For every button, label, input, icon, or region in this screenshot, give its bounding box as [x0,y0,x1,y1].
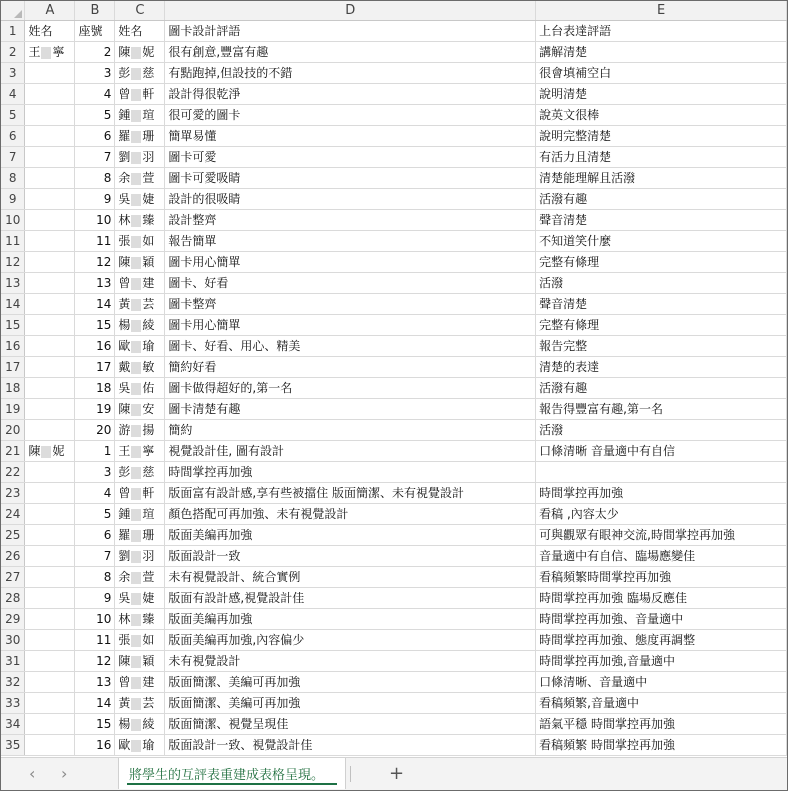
cell-c[interactable]: 余 萱 [115,567,165,588]
redacted-name-mark [131,488,141,500]
cell-c[interactable]: 林 臻 [115,609,165,630]
cell-b[interactable]: 16 [75,735,115,756]
cell-c[interactable]: 游 揚 [115,420,165,441]
cell-b[interactable]: 7 [75,147,115,168]
table-row [1,210,787,231]
row-header[interactable]: 24 [1,504,25,525]
redacted-name-mark [131,383,141,395]
cell-a[interactable] [25,399,75,420]
table-row [1,126,787,147]
table-row [1,693,787,714]
cell-d[interactable]: 圖卡設計評語 [165,21,536,42]
sheet-tab-active[interactable] [118,758,346,789]
cell-a[interactable] [25,609,75,630]
row-header[interactable]: 29 [1,609,25,630]
row-header[interactable]: 26 [1,546,25,567]
row-header[interactable]: 11 [1,231,25,252]
cell-b[interactable]: 2 [75,42,115,63]
redacted-name-mark [131,467,141,479]
cell-d[interactable]: 圖卡可愛 [165,147,536,168]
row-header[interactable]: 10 [1,210,25,231]
redacted-name-mark [131,257,141,269]
cell-b[interactable]: 1 [75,441,115,462]
redacted-name-mark [131,509,141,521]
cell-c[interactable]: 林 臻 [115,210,165,231]
row-header[interactable]: 2 [1,42,25,63]
cell-e[interactable]: 時間掌控再加強、態度再調整 [536,630,787,651]
cell-d[interactable]: 版面富有設計感,享有些被擋住 版面簡潔、未有視覺設計 [165,483,536,504]
cell-b[interactable]: 5 [75,504,115,525]
cell-e[interactable]: 語氣平穩 時間掌控再加強 [536,714,787,735]
cell-b[interactable]: 18 [75,378,115,399]
cell-c[interactable]: 黃 芸 [115,294,165,315]
cell-b[interactable]: 11 [75,231,115,252]
cell-c[interactable]: 余 萱 [115,168,165,189]
cell-c[interactable]: 歐 瑜 [115,336,165,357]
redacted-name-mark [131,593,141,605]
redacted-name-mark [131,89,141,101]
cell-e[interactable]: 報告得豐富有趣,第一名 [536,399,787,420]
cell-a[interactable] [25,714,75,735]
cell-b[interactable]: 19 [75,399,115,420]
cell-b[interactable]: 10 [75,210,115,231]
cell-a[interactable] [25,315,75,336]
row-header[interactable]: 25 [1,525,25,546]
cell-d[interactable]: 版面簡潔、美編可再加強 [165,672,536,693]
table-row [1,483,787,504]
table-row [1,399,787,420]
cell-b[interactable]: 14 [75,693,115,714]
redacted-name-mark [131,362,141,374]
cell-e[interactable]: 時間掌控再加強、音量適中 [536,609,787,630]
cell-b[interactable]: 10 [75,609,115,630]
table-row [1,294,787,315]
cell-e[interactable]: 清楚能理解且活潑 [536,168,787,189]
table-row [1,231,787,252]
column-header-e[interactable]: E [536,1,787,21]
cell-d[interactable]: 圖卡可愛吸睛 [165,168,536,189]
cell-c[interactable]: 陳 穎 [115,651,165,672]
cell-a[interactable] [25,693,75,714]
cell-a[interactable] [25,546,75,567]
table-row [1,21,787,42]
cell-a[interactable] [25,210,75,231]
redacted-name-mark [41,446,51,458]
redacted-name-mark [131,677,141,689]
cell-d[interactable]: 時間掌控再加強 [165,462,536,483]
cell-b[interactable]: 8 [75,168,115,189]
cell-e[interactable]: 看稿頻繁,音量適中 [536,693,787,714]
table-row [1,462,787,483]
redacted-name-mark [131,425,141,437]
cell-c[interactable]: 陳 安 [115,399,165,420]
cell-d[interactable]: 版面美編再加強 [165,525,536,546]
table-row [1,651,787,672]
redacted-name-mark [131,614,141,626]
row-header[interactable]: 32 [1,672,25,693]
cell-b[interactable]: 4 [75,483,115,504]
cell-d[interactable]: 版面設計一致 [165,546,536,567]
cell-d[interactable]: 圖卡清楚有趣 [165,399,536,420]
cell-c[interactable]: 曾 建 [115,273,165,294]
row-header[interactable]: 15 [1,315,25,336]
cell-a[interactable]: 姓名 [25,21,75,42]
cell-e[interactable]: 講解清楚 [536,42,787,63]
cell-b[interactable]: 9 [75,189,115,210]
row-header[interactable]: 33 [1,693,25,714]
cell-c[interactable]: 王 寧 [115,441,165,462]
cell-a[interactable] [25,84,75,105]
next-sheet-icon[interactable]: › [61,764,68,783]
row-header[interactable]: 6 [1,126,25,147]
cell-d[interactable]: 設計整齊 [165,210,536,231]
cell-b[interactable]: 12 [75,651,115,672]
cell-c[interactable]: 鍾 瑄 [115,105,165,126]
cell-c[interactable]: 張 如 [115,630,165,651]
table-row [1,357,787,378]
redacted-name-mark [131,446,141,458]
row-header[interactable]: 34 [1,714,25,735]
cell-e[interactable]: 聲音清楚 [536,294,787,315]
cell-b[interactable]: 13 [75,273,115,294]
cell-e[interactable]: 聲音清楚 [536,210,787,231]
cell-a[interactable] [25,588,75,609]
cell-d[interactable]: 圖卡、好看 [165,273,536,294]
cell-d[interactable]: 很可愛的圖卡 [165,105,536,126]
cell-a[interactable] [25,462,75,483]
cell-b[interactable]: 座號 [75,21,115,42]
cell-e[interactable]: 不知道笑什麼 [536,231,787,252]
cell-e[interactable]: 可與觀眾有眼神交流,時間掌控再加強 [536,525,787,546]
cell-e[interactable]: 口條清晰、音量適中 [536,672,787,693]
cell-a[interactable] [25,252,75,273]
cell-e[interactable]: 口條清晰 音量適中有自信 [536,441,787,462]
row-header[interactable]: 23 [1,483,25,504]
column-header-c[interactable]: C [115,1,165,21]
cell-e[interactable]: 時間掌控再加強,音量適中 [536,651,787,672]
redacted-name-mark [131,551,141,563]
cell-c[interactable]: 姓名 [115,21,165,42]
cell-d[interactable]: 版面有設計感,視覺設計佳 [165,588,536,609]
cell-c[interactable]: 歐 瑜 [115,735,165,756]
redacted-name-mark [131,719,141,731]
cell-b[interactable]: 6 [75,126,115,147]
cell-a[interactable] [25,189,75,210]
previous-sheet-icon[interactable]: ‹ [29,764,36,783]
cell-c[interactable]: 羅 珊 [115,126,165,147]
cell-a[interactable] [25,168,75,189]
cell-d[interactable]: 簡單易懂 [165,126,536,147]
cell-d[interactable]: 簡約好看 [165,357,536,378]
cell-c[interactable]: 羅 珊 [115,525,165,546]
row-header[interactable]: 3 [1,63,25,84]
cell-c[interactable]: 彭 慈 [115,462,165,483]
table-row [1,441,787,462]
cell-e[interactable]: 活潑 [536,420,787,441]
row-header[interactable]: 17 [1,357,25,378]
cell-b[interactable]: 11 [75,630,115,651]
cell-b[interactable]: 3 [75,462,115,483]
cell-d[interactable]: 版面美編再加強 [165,609,536,630]
table-row [1,714,787,735]
cell-d[interactable]: 版面簡潔、美編可再加強 [165,693,536,714]
redacted-name-mark [131,530,141,542]
redacted-name-mark [131,173,141,185]
sheet-tab-label: 將學生的互評表重建成表格呈現。 [129,768,325,783]
row-header[interactable]: 27 [1,567,25,588]
cell-d[interactable]: 報告簡單 [165,231,536,252]
cell-a[interactable] [25,147,75,168]
cell-c[interactable]: 曾 建 [115,672,165,693]
add-sheet-icon[interactable]: + [389,763,405,784]
redacted-name-mark [131,320,141,332]
redacted-name-mark [131,572,141,584]
cell-a[interactable] [25,273,75,294]
cell-e[interactable]: 時間掌控再加強 臨場反應佳 [536,588,787,609]
cell-c[interactable]: 楊 綾 [115,714,165,735]
cell-c[interactable]: 吳 婕 [115,189,165,210]
cell-d[interactable]: 未有視覺設計、統合實例 [165,567,536,588]
tab-separator [350,766,351,782]
spreadsheet-grid [1,1,787,756]
redacted-name-mark [131,236,141,248]
cell-d[interactable]: 圖卡用心簡單 [165,252,536,273]
table-row [1,336,787,357]
table-row [1,378,787,399]
cell-e[interactable]: 說明清楚 [536,84,787,105]
table-row [1,42,787,63]
row-header[interactable]: 14 [1,294,25,315]
redacted-name-mark [131,341,141,353]
cell-e[interactable]: 完整有條理 [536,315,787,336]
cell-b[interactable]: 15 [75,315,115,336]
cell-c[interactable]: 黃 芸 [115,693,165,714]
cell-b[interactable]: 8 [75,567,115,588]
cell-d[interactable]: 圖卡做得超好的,第一名 [165,378,536,399]
cell-a[interactable] [25,567,75,588]
redacted-name-mark [131,110,141,122]
cell-a[interactable] [25,63,75,84]
select-all-corner[interactable] [1,1,25,21]
table-row [1,315,787,336]
cell-b[interactable]: 9 [75,588,115,609]
cell-a[interactable] [25,525,75,546]
cell-e[interactable]: 上台表達評語 [536,21,787,42]
table-row [1,420,787,441]
cell-a[interactable] [25,630,75,651]
cell-b[interactable]: 13 [75,672,115,693]
row-header[interactable]: 28 [1,588,25,609]
table-row [1,567,787,588]
cell-a[interactable] [25,735,75,756]
cell-d[interactable]: 圖卡整齊 [165,294,536,315]
redacted-name-mark [131,215,141,227]
cell-a[interactable] [25,483,75,504]
row-header[interactable]: 8 [1,168,25,189]
cell-d[interactable]: 版面設計一致、視覺設計佳 [165,735,536,756]
cell-d[interactable]: 顏色搭配可再加強、未有視覺設計 [165,504,536,525]
row-header[interactable]: 12 [1,252,25,273]
sheet-tab-bar [1,757,787,791]
cell-a[interactable]: 陳 妮 [25,441,75,462]
row-header[interactable]: 21 [1,441,25,462]
cell-b[interactable]: 6 [75,525,115,546]
redacted-name-mark [131,299,141,311]
row-header[interactable]: 22 [1,462,25,483]
cell-a[interactable] [25,651,75,672]
redacted-name-mark [41,47,51,59]
cell-c[interactable]: 彭 慈 [115,63,165,84]
cell-e[interactable] [536,462,787,483]
cell-c[interactable]: 劉 羽 [115,147,165,168]
row-header[interactable]: 16 [1,336,25,357]
cell-a[interactable] [25,378,75,399]
cell-c[interactable]: 曾 軒 [115,84,165,105]
cell-e[interactable]: 說英文很棒 [536,105,787,126]
cell-e[interactable]: 音量適中有自信、臨場應變佳 [536,546,787,567]
row-header[interactable]: 30 [1,630,25,651]
cell-b[interactable]: 3 [75,63,115,84]
cell-a[interactable] [25,336,75,357]
column-header-d[interactable]: D [165,1,536,21]
redacted-name-mark [131,194,141,206]
cell-b[interactable]: 15 [75,714,115,735]
table-row [1,84,787,105]
redacted-name-mark [131,740,141,752]
cell-a[interactable] [25,504,75,525]
cell-a[interactable] [25,672,75,693]
cell-e[interactable]: 清楚的表達 [536,357,787,378]
cell-d[interactable]: 設計的很吸睛 [165,189,536,210]
table-row [1,588,787,609]
cell-a[interactable] [25,420,75,441]
cell-d[interactable]: 圖卡、好看、用心、精美 [165,336,536,357]
cell-b[interactable]: 16 [75,336,115,357]
table-row [1,273,787,294]
cell-b[interactable]: 7 [75,546,115,567]
grid-body [1,21,787,756]
cell-c[interactable]: 陳 穎 [115,252,165,273]
cell-a[interactable] [25,105,75,126]
cell-d[interactable]: 版面美編再加強,內容偏少 [165,630,536,651]
cell-c[interactable]: 鍾 瑄 [115,504,165,525]
cell-b[interactable]: 14 [75,294,115,315]
active-tab-underline [127,783,337,785]
table-row [1,630,787,651]
cell-e[interactable]: 時間掌控再加強 [536,483,787,504]
row-header[interactable]: 18 [1,378,25,399]
cell-c[interactable]: 吳 婕 [115,588,165,609]
cell-d[interactable]: 視覺設計佳, 圖有設計 [165,441,536,462]
cell-a[interactable] [25,357,75,378]
redacted-name-mark [131,47,141,59]
cell-e[interactable]: 看稿頻繁 時間掌控再加強 [536,735,787,756]
redacted-name-mark [131,635,141,647]
cell-d[interactable]: 未有視覺設計 [165,651,536,672]
cell-d[interactable]: 簡約 [165,420,536,441]
table-row [1,105,787,126]
cell-d[interactable]: 圖卡用心簡單 [165,315,536,336]
redacted-name-mark [131,404,141,416]
cell-a[interactable] [25,294,75,315]
table-row [1,147,787,168]
corner-triangle-icon [14,10,22,18]
cell-b[interactable]: 20 [75,420,115,441]
cell-c[interactable]: 楊 綾 [115,315,165,336]
row-header[interactable]: 19 [1,399,25,420]
cell-b[interactable]: 4 [75,84,115,105]
cell-e[interactable]: 看稿頻繁時間掌控再加強 [536,567,787,588]
row-header[interactable]: 5 [1,105,25,126]
cell-e[interactable]: 看稿 ,內容太少 [536,504,787,525]
table-row [1,609,787,630]
cell-e[interactable]: 很會填補空白 [536,63,787,84]
row-header[interactable]: 7 [1,147,25,168]
cell-e[interactable]: 活潑有趣 [536,378,787,399]
cell-a[interactable] [25,231,75,252]
redacted-name-mark [131,131,141,143]
row-header[interactable]: 20 [1,420,25,441]
table-row [1,672,787,693]
cell-c[interactable]: 曾 軒 [115,483,165,504]
cell-d[interactable]: 版面簡潔、視覺呈現佳 [165,714,536,735]
cell-e[interactable]: 報告完整 [536,336,787,357]
cell-e[interactable]: 有活力且清楚 [536,147,787,168]
cell-e[interactable]: 活潑 [536,273,787,294]
cell-b[interactable]: 12 [75,252,115,273]
cell-e[interactable]: 說明完整清楚 [536,126,787,147]
row-header[interactable]: 35 [1,735,25,756]
table-row [1,735,787,756]
cell-c[interactable]: 劉 羽 [115,546,165,567]
redacted-name-mark [131,152,141,164]
cell-a[interactable]: 王 寧 [25,42,75,63]
row-header[interactable]: 9 [1,189,25,210]
row-header[interactable]: 13 [1,273,25,294]
cell-b[interactable]: 5 [75,105,115,126]
column-header-row [1,1,787,21]
table-row [1,63,787,84]
cell-c[interactable]: 吳 佑 [115,378,165,399]
cell-c[interactable]: 陳 妮 [115,42,165,63]
cell-c[interactable]: 戴 敏 [115,357,165,378]
row-header[interactable]: 1 [1,21,25,42]
row-header[interactable]: 4 [1,84,25,105]
column-header-b[interactable]: B [75,1,115,21]
row-header[interactable]: 31 [1,651,25,672]
cell-d[interactable]: 很有創意,豐富有趣 [165,42,536,63]
column-header-a[interactable]: A [25,1,75,21]
redacted-name-mark [131,698,141,710]
cell-d[interactable]: 設計得很乾淨 [165,84,536,105]
table-row [1,189,787,210]
redacted-name-mark [131,278,141,290]
cell-a[interactable] [25,126,75,147]
table-row [1,525,787,546]
cell-d[interactable]: 有點跑掉,但設技的不錯 [165,63,536,84]
redacted-name-mark [131,68,141,80]
table-row [1,504,787,525]
cell-e[interactable]: 完整有條理 [536,252,787,273]
cell-c[interactable]: 張 如 [115,231,165,252]
table-row [1,168,787,189]
cell-e[interactable]: 活潑有趣 [536,189,787,210]
table-row [1,546,787,567]
cell-b[interactable]: 17 [75,357,115,378]
table-row [1,252,787,273]
redacted-name-mark [131,656,141,668]
